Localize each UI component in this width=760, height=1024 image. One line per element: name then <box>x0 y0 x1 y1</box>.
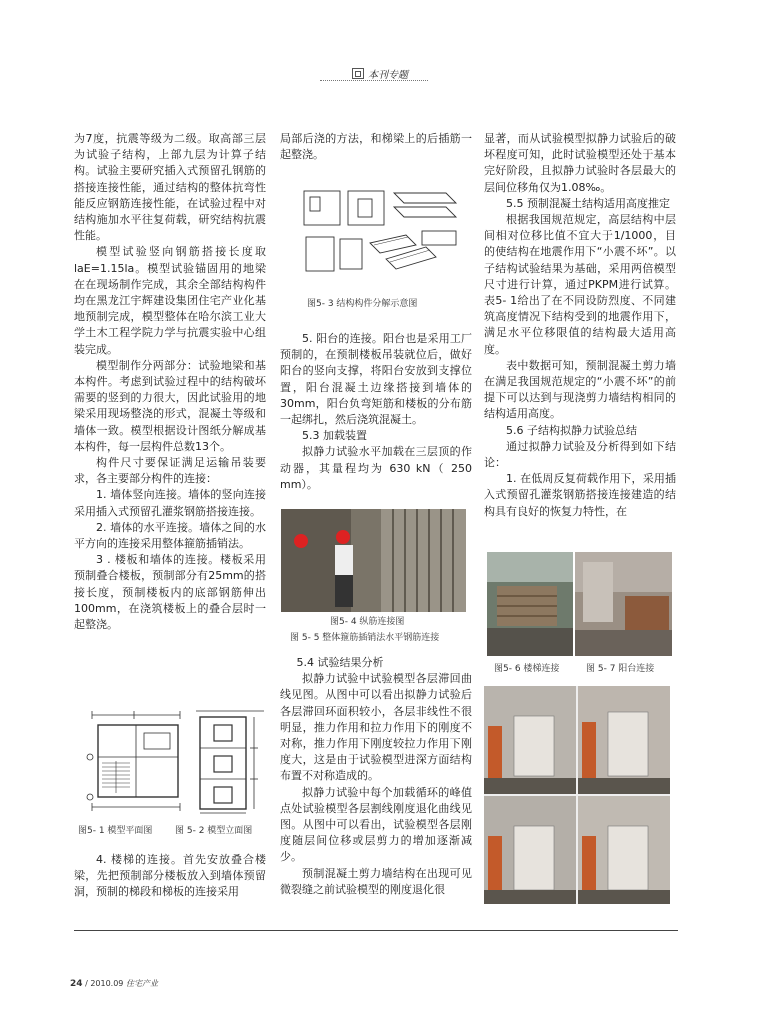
figure-caption: 图5- 1 模型平面图 <box>78 826 153 836</box>
header-dotted-rule <box>320 80 428 81</box>
rebar-connection-photo <box>281 509 466 612</box>
model-elevation-drawing <box>190 707 270 817</box>
figure-caption: 图5- 4 纵筋连接图 <box>330 617 405 627</box>
figure-caption: 图 5- 5 整体箍筋插销法水平钢筋连接 <box>290 633 440 643</box>
paragraph: 显著，而从试验模型拟静力试验后的破坏程度可知，此时试验模型还处于基本完好阶段，且拟静力试验时各层最大的层间位移角仅为1.08‰。 <box>484 132 676 194</box>
paragraph: 3 . 楼板和墙体的连接。楼板采用预制叠合楼板，预制部分有25mm的搭接长度，预制楼板内的底部钢筋伸出100mm，在浇筑楼板上的叠合层时一起整浇。 <box>74 553 266 632</box>
model-plan-drawing <box>84 707 188 817</box>
section-heading: 5.3 加载装置 <box>302 429 367 443</box>
paragraph: 为7度，抗震等级为二级。取高部三层为试验子结构，上部九层为计算子结构。试验主要研究插入式预留孔钢筋的搭接连接性能，通过结构的整体抗弯性能反应钢筋连接性能，在试验过程中对结构施加水平往复荷载，研究结构抗震性能。 <box>74 132 266 243</box>
column-1-bottom <box>74 852 266 901</box>
section-heading: 5.6 子结构拟静力试验总结 <box>506 423 637 437</box>
figure-caption: 图5- 3 结构构件分解示意图 <box>307 299 418 309</box>
magazine-name: 住宅产业 <box>125 979 158 988</box>
paragraph: 4. 楼梯的连接。首先安放叠合楼梁，先把预制部分楼板放入到墙体预留洞，预制的梯段和梯板的连接采用 <box>74 853 266 899</box>
paragraph: 1. 墙体竖向连接。墙体的竖向连接采用插入式预留孔灌浆钢筋搭接连接。 <box>74 488 266 518</box>
figure-caption: 图5- 6 楼梯连接 <box>494 664 560 674</box>
page-header <box>0 66 760 81</box>
test-model-photo-grid <box>484 686 670 904</box>
page-number: 24 <box>70 979 83 989</box>
column-2-bottom <box>280 655 472 898</box>
paragraph: 表中数据可知，预制混凝土剪力墙在满足我国规范规定的“小震不坏”的前提下可以达到与现浇剪力墙结构相同的结构适用高度。 <box>484 358 676 421</box>
paragraph: 5. 阳台的连接。阳台也是采用工厂预制的，在预制楼板吊装就位后，做好阳台的竖向支撑，将阳台安放到支撑位置，阳台混凝土边缘搭接到墙体的30mm，阳台负弯矩筋和楼板的分布筋一起绑扎，然后浇筑混凝土。 <box>280 332 472 427</box>
components-exploded-diagram <box>296 185 466 285</box>
column-3 <box>484 131 676 520</box>
paragraph: 模型试验竖向钢筋搭接长度取laE=1.15la。模型试验锚固用的地梁在在现场制作完成，其余全部结构构件均在黑龙江宇辉建设集团住宅产业化基地预制完成，模型整体在哈尔滨工业大学土木工程学院力学与抗震实验中心组装完成。 <box>74 245 266 356</box>
paragraph: 模型制作分两部分：试验地梁和基本构件。考虑到试验过程中的结构破坏需要的竖到的力很大，因此试验用的地梁采用现场整浇的形式，混凝土等级和墙体一致。模型根据设计图纸分解成基本构件，每一层构件总数13个。 <box>74 358 266 453</box>
paragraph: 拟静力试验水平加载在三层顶的作动器，其量程均为 630 kN（ 250 mm）。 <box>280 445 472 491</box>
paragraph: 通过拟静力试验及分析得到如下结论： <box>484 439 676 470</box>
paragraph: 局部后浇的方法，和梯梁上的后插筋一起整浇。 <box>280 132 472 162</box>
column-2-middle <box>280 331 472 493</box>
figure-caption: 图 5- 7 阳台连接 <box>586 664 655 674</box>
paragraph: 1. 在低周反复荷载作用下，采用插入式预留孔灌浆钢筋搭接连接建造的结构具有良好的恢复力特性，在 <box>484 472 676 518</box>
home-icon <box>352 68 364 79</box>
paragraph: 拟静力试验中试验模型各层滞回曲线见图。从图中可以看出拟静力试验后各层滞回环面积较小，各层非线性不很明显，推力作用和拉力作用下的刚度不对称，推力作用下刚度较拉力作用下刚度大，这是由于试验模型进深方面结构布置不对称造成的。 <box>280 672 472 783</box>
figure-caption: 图 5- 2 模型立面图 <box>175 826 253 836</box>
issue-date: / 2010.09 <box>85 979 124 988</box>
section-heading: 5.5 预制混凝土结构适用高度推定 <box>506 196 670 210</box>
section-heading: 5.4 试验结果分析 <box>296 656 384 669</box>
column-1 <box>74 131 266 633</box>
section-title: 本刊专题 <box>368 70 408 81</box>
paragraph: 拟静力试验中每个加载循环的峰值点处试验模型各层割线刚度退化曲线见图。从图中可以看出，试验模型各层刚度随层间位移或层剪力的增加逐渐减少。 <box>280 785 472 864</box>
paragraph: 根据我国规范规定，高层结构中层间相对位移比值不宜大于1/1000，目的使结构在地震作用下“小震不坏”。以子结构试验结果为基础，采用两倍模型尺寸进行计算，通过PKPM进行试算。表5- 1给出了在不同设防烈度、不同建筑高度情况下结构受到的地震作用下，满足水平位移限值的结构最大适用高度。 <box>484 213 676 356</box>
balcony-connection-photo <box>575 552 672 656</box>
footer-rule <box>74 930 678 931</box>
paragraph: 2. 墙体的水平连接。墙体之间的水平方向的连接采用整体箍筋插销法。 <box>74 520 266 551</box>
page-footer <box>70 978 158 989</box>
column-2-top <box>280 131 472 163</box>
paragraph: 构件尺寸要保证满足运输吊装要求，各主要部分构件的连接： <box>74 456 266 486</box>
stair-connection-photo <box>487 552 573 656</box>
paragraph: 预制混凝土剪力墙结构在出现可见微裂缝之前试验模型的刚度退化很 <box>280 866 472 896</box>
